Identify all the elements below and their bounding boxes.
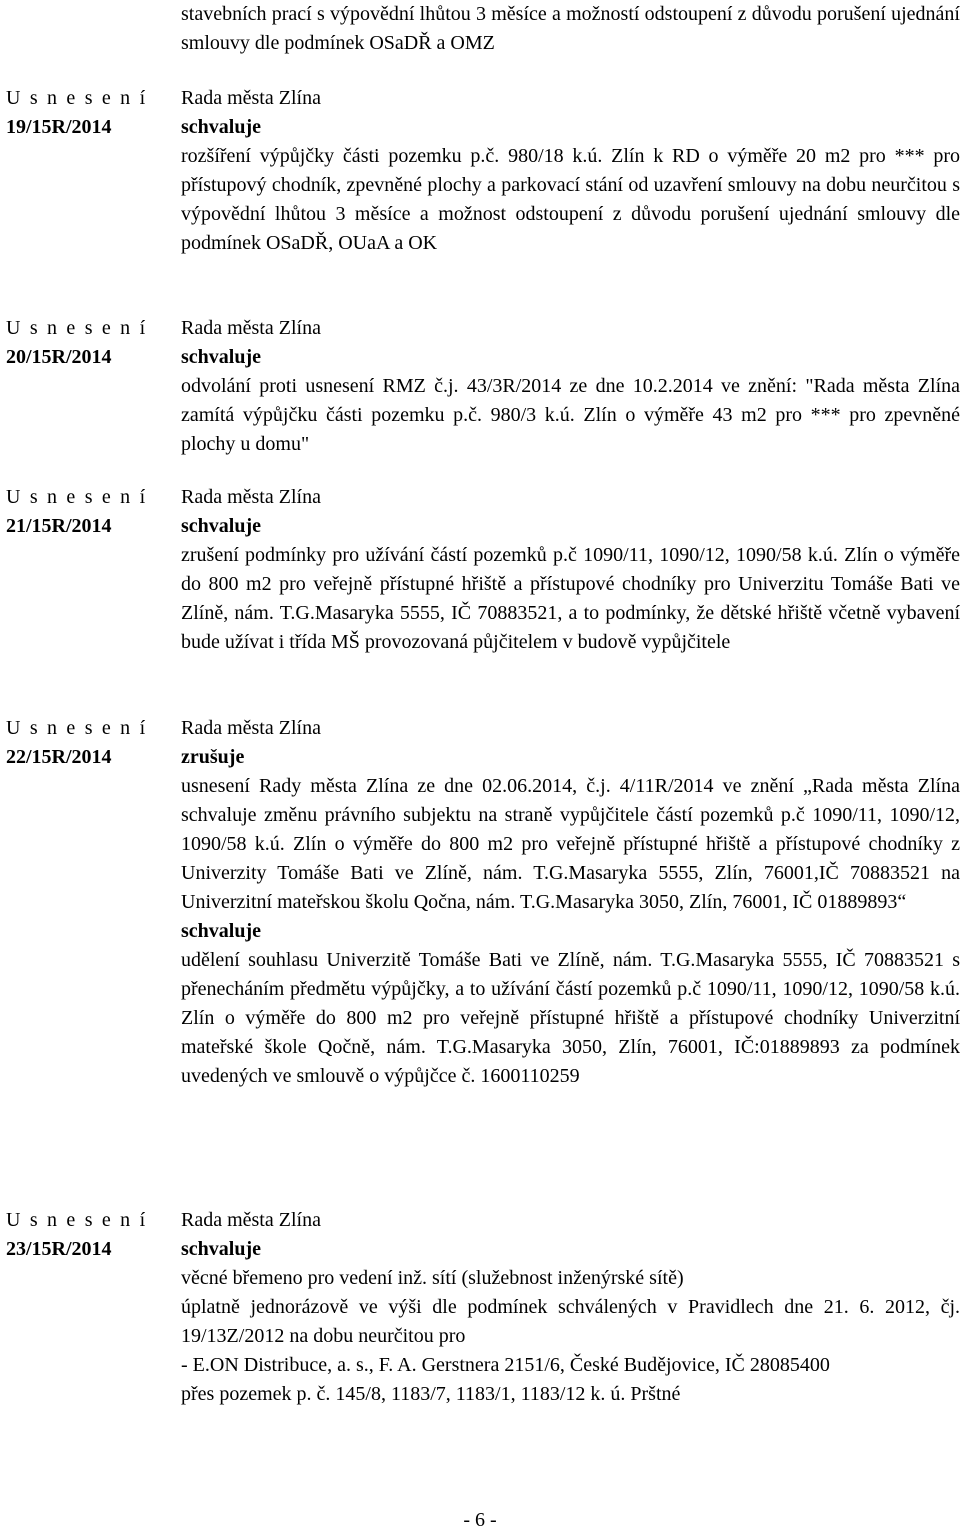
resolution-label: U s n e s e n í — [6, 87, 148, 109]
resolution-verb: zrušuje — [181, 746, 245, 768]
payment-terms: úplatně jednorázově ve výši dle podmínek schválených v Pravidlech dne 21. 6. 2012, čj. 19/13Z/2012 na dobu neurčitou pro — [181, 1296, 960, 1347]
resolution-heading — [6, 483, 174, 541]
resolution-text-second: udělení souhlasu Univerzitě Tomáše Bati ve Zlíně, nám. T.G.Masaryka 5555, IČ 70883521 s přenecháním předmětu výpůjčky, a to užívání částí pozemků p.č 1090/11, 1090/12, 1090/58 k.ú. Zlín o výměře do 800 m2 pro veřejně přístupné hřiště a přístupové chodníky Univerzitní mateřské škole Qočně, nám. T.G.Masaryka 3050, Zlín, 76001, IČ:01889893 za podmínek uvedených ve smlouvě o výpůjčce č. 1600110259 — [181, 949, 960, 1087]
resolution-number: 23/15R/2014 — [6, 1238, 112, 1260]
resolution-number: 20/15R/2014 — [6, 346, 112, 368]
resolution-heading — [6, 314, 174, 372]
resolution-verb: schvaluje — [181, 515, 261, 537]
resolution-heading — [6, 714, 174, 772]
resolution-heading — [6, 1206, 174, 1264]
resolution-text: rozšíření výpůjčky části pozemku p.č. 980/18 k.ú. Zlín k RD o výměře 20 m2 pro *** pro přístupový chodník, zpevněné plochy a parkovací stání od uzavření smlouvy na dobu neurčitou s výpovědní lhůtou 3 měsíce a možnost odstoupení z důvodu porušení ujednání smlouvy dle podmínek OSaDŘ, OUaA a OK — [181, 145, 960, 254]
resolution-text: usnesení Rady města Zlína ze dne 02.06.2014, č.j. 4/11R/2014 ve znění „Rada města Zlína schvaluje změnu právního subjektu na straně vypůjčitele částí pozemků p.č 1090/11, 1090/12, 1090/58 k.ú. Zlín o výměře do 800 m2 pro veřejně přístupné hřiště a přístupové chodníky z Univerzity Tomáše Bati ve Zlíně, nám. T.G.Masaryka 5555, Zlín, 76001,IČ 70883521 na Univerzitní mateřskou školu Qočna, nám. T.G.Masaryka 3050, Zlín, 76001, IČ 01889893“ — [181, 775, 960, 913]
resolution-verb: schvaluje — [181, 116, 261, 138]
issuing-body: Rada města Zlína — [181, 317, 321, 339]
resolution-number: 19/15R/2014 — [6, 116, 112, 138]
issuing-body: Rada města Zlína — [181, 87, 321, 109]
resolution-content — [181, 84, 960, 258]
resolution-label: U s n e s e n í — [6, 1209, 148, 1231]
resolution-label: U s n e s e n í — [6, 486, 148, 508]
resolution-content — [181, 314, 960, 459]
resolution-text: zrušení podmínky pro užívání částí pozemků p.č 1090/11, 1090/12, 1090/58 k.ú. Zlín o výměře do 800 m2 pro veřejně přístupné hřiště a přístupové chodníky pro Univerzitu Tomáše Bati ve Zlíně, nám. T.G.Masaryka 5555, IČ 70883521, a to podmínky, že dětské hřiště včetně vybavení bude užívat i třída MŠ provozovaná půjčitelem v budově vypůjčitele — [181, 544, 960, 653]
resolution-text: odvolání proti usnesení RMZ č.j. 43/3R/2014 ze dne 10.2.2014 ve znění: "Rada města Zlína zamítá výpůjčku části pozemku p.č. 980/3 k.ú. Zlín o výměře 43 m2 pro *** pro zpevněné plochy u domu" — [181, 375, 960, 455]
issuing-body: Rada města Zlína — [181, 717, 321, 739]
issuing-body: Rada města Zlína — [181, 486, 321, 508]
resolution-number: 22/15R/2014 — [6, 746, 112, 768]
resolution-verb-second: schvaluje — [181, 920, 261, 942]
resolution-content — [181, 483, 960, 657]
page-number: - 6 - — [463, 1509, 497, 1531]
resolution-label: U s n e s e n í — [6, 717, 148, 739]
resolution-number: 21/15R/2014 — [6, 515, 112, 537]
resolution-label: U s n e s e n í — [6, 317, 148, 339]
issuing-body: Rada města Zlína — [181, 1209, 321, 1231]
easement-line: věcné břemeno pro vedení inž. sítí (služebnost inženýrské sítě) — [181, 1267, 684, 1289]
resolution-content — [181, 714, 960, 1091]
beneficiary: - E.ON Distribuce, a. s., F. A. Gerstnera 2151/6, České Budějovice, IČ 28085400 — [181, 1354, 830, 1376]
resolution-verb: schvaluje — [181, 346, 261, 368]
continued-text: stavebních prací s výpovědní lhůtou 3 měsíce a možností odstoupení z důvodu porušení ujednání smlouvy dle podmínek OSaDŘ a OMZ — [181, 3, 960, 54]
resolution-heading — [6, 84, 174, 142]
resolution-content — [181, 1206, 960, 1409]
parcel-list: přes pozemek p. č. 145/8, 1183/7, 1183/1, 1183/12 k. ú. Prštné — [181, 1383, 681, 1405]
resolution-verb: schvaluje — [181, 1238, 261, 1260]
